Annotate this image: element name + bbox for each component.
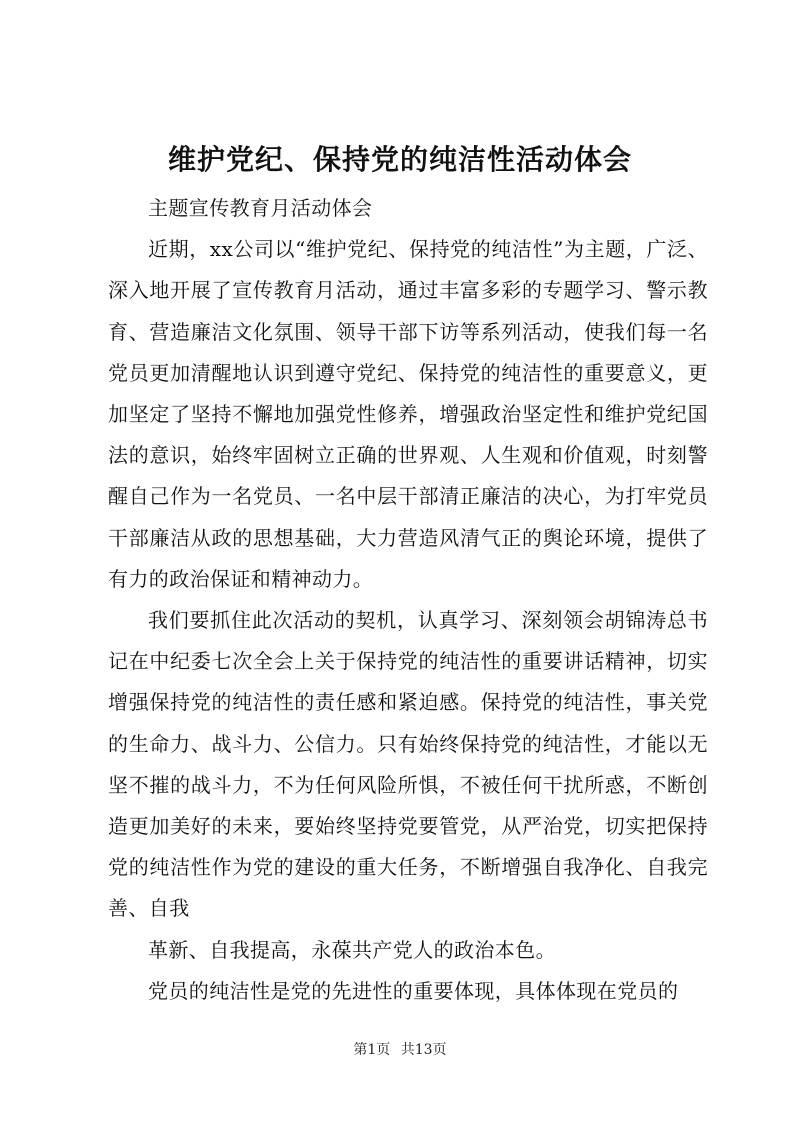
page-number: 第1页 [353,1042,391,1058]
body-paragraph-4: 党员的纯洁性是党的先进性的重要体现，具体体现在党员的 [148,978,679,1003]
subtitle-paragraph: 主题宣传教育月活动体会 [148,196,373,220]
body-paragraph-1: 近期，xx公司以“维护党纪、保持党的纯洁性”为主题，广泛、深入地开展了宣传教育月活动，通过丰富多彩的专题学习、警示教育、营造廉洁文化氛围、领导干部下访等系列活动，使我们每一名党员更加清醒地认识到遵守党纪、保持党的纯洁性的重要意义，更加坚定了坚持不懈地加强党性修养，增强政治坚定性和维护党纪国法的意识，始终牢固树立正确的世界观、人生观和价值观，时刻警醒自己作为一名党员、一名中层干部清正廉洁的决心，为打牢党员干部廉洁从政的思想基础，大力营造风清气正的舆论环境，提供了有力的政治保证和精神动力。 [108,237,708,591]
body-paragraph-3: 革新、自我提高，永葆共产党人的政治本色。 [148,937,556,962]
document-title: 维护党纪、保持党的纯洁性活动体会 [167,143,632,176]
document-body [108,188,708,1012]
page-footer [0,1040,800,1060]
page-total: 共13页 [400,1042,447,1058]
body-paragraph-2: 我们要抓住此次活动的契机，认真学习、深刻领会胡锦涛总书记在中纪委七次全会上关于保持党的纯洁性的重要讲话精神，切实增强保持党的纯洁性的责任感和紧迫感。保持党的纯洁性，事关党的生命力、战斗力、公信力。只有始终保持党的纯洁性，才能以无坚不摧的战斗力，不为任何风险所惧，不被任何干扰所惑，不断创造更加美好的未来，要始终坚持党要管党，从严治党，切实把保持党的纯洁性作为党的建设的重大任务，不断增强自我净化、自我完善、自我 [108,608,708,921]
